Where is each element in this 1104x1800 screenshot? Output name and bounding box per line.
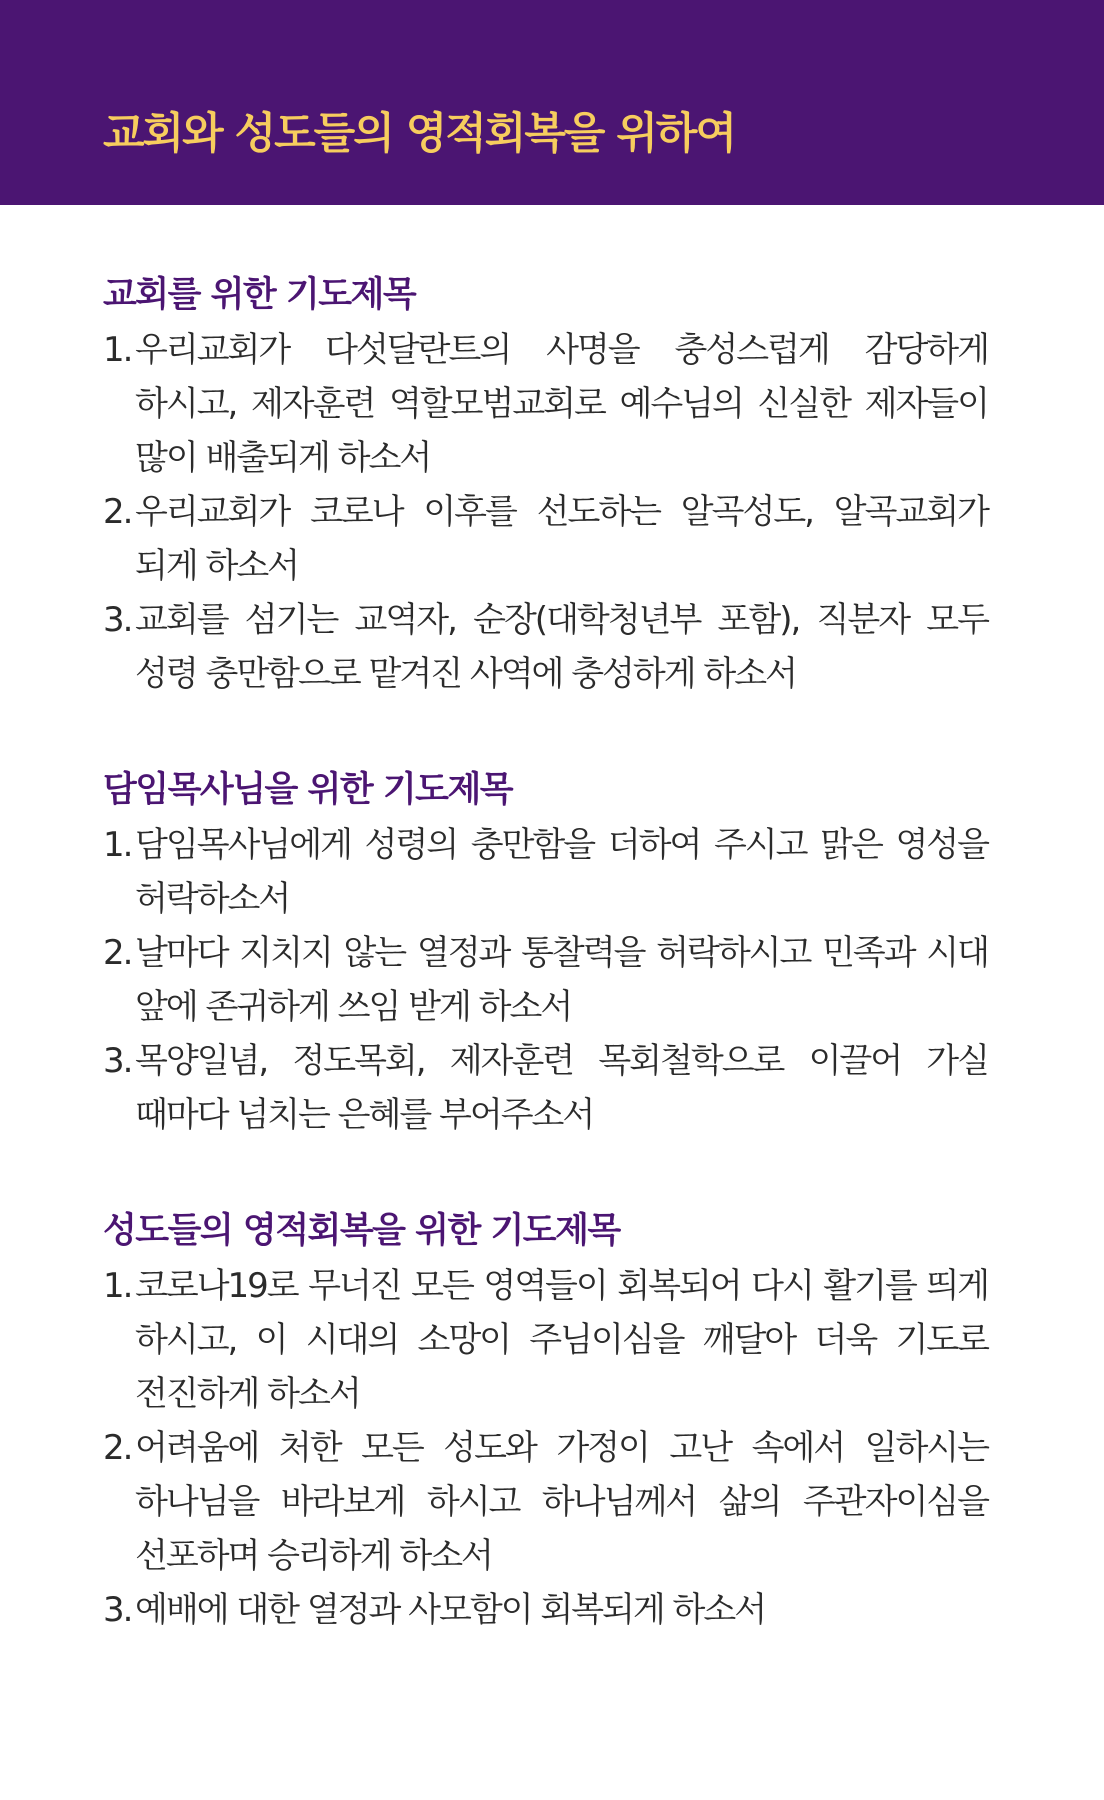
item-text: 날마다 지치지 않는 열정과 통찰력을 허락하시고 민족과 시대 앞에 존귀하게 쓰임 받게 하소서 bbox=[135, 933, 988, 1027]
page-title: 교회와 성도들의 영적회복을 위하여 bbox=[103, 109, 735, 159]
item-text: 우리교회가 다섯달란트의 사명을 충성스럽게 감당하게 하시고, 제자훈련 역할모범교회로 예수님의 신실한 제자들이 많이 배출되게 하소서 bbox=[135, 330, 988, 478]
item-number: 2. bbox=[103, 492, 132, 532]
list-item bbox=[103, 593, 988, 701]
list-item bbox=[103, 1259, 988, 1421]
list-item bbox=[103, 323, 988, 485]
item-number: 1. bbox=[103, 330, 132, 370]
item-text: 어려움에 처한 모든 성도와 가정이 고난 속에서 일하시는 하나님을 바라보게 하시고 하나님께서 삶의 주관자이심을 선포하며 승리하게 하소서 bbox=[135, 1428, 988, 1576]
item-number: 2. bbox=[103, 1428, 132, 1468]
item-number: 3. bbox=[103, 1041, 132, 1081]
list-item bbox=[103, 485, 988, 593]
prayer-list bbox=[103, 1259, 988, 1637]
list-item bbox=[103, 926, 988, 1034]
section-pastor-prayer bbox=[103, 765, 988, 1142]
item-number: 3. bbox=[103, 1590, 132, 1630]
item-text: 우리교회가 코로나 이후를 선도하는 알곡성도, 알곡교회가 되게 하소서 bbox=[135, 492, 988, 586]
item-text: 예배에 대한 열정과 사모함이 회복되게 하소서 bbox=[135, 1590, 766, 1630]
section-title: 교회를 위한 기도제목 bbox=[103, 275, 416, 315]
list-item bbox=[103, 1034, 988, 1142]
item-number: 2. bbox=[103, 933, 132, 973]
prayer-list bbox=[103, 323, 988, 701]
item-number: 3. bbox=[103, 600, 132, 640]
item-number: 1. bbox=[103, 1266, 132, 1306]
item-text: 교회를 섬기는 교역자, 순장(대학청년부 포함), 직분자 모두 성령 충만함으로 맡겨진 사역에 충성하게 하소서 bbox=[135, 600, 988, 694]
list-item bbox=[103, 1421, 988, 1583]
section-members-prayer bbox=[103, 1206, 988, 1637]
item-text: 담임목사님에게 성령의 충만함을 더하여 주시고 맑은 영성을 허락하소서 bbox=[135, 825, 988, 919]
list-item bbox=[103, 818, 988, 926]
list-item bbox=[103, 1583, 988, 1637]
item-text: 목양일념, 정도목회, 제자훈련 목회철학으로 이끌어 가실 때마다 넘치는 은혜를 부어주소서 bbox=[135, 1041, 988, 1135]
page-header bbox=[0, 0, 1104, 205]
section-title: 성도들의 영적회복을 위한 기도제목 bbox=[103, 1211, 620, 1251]
prayer-list bbox=[103, 818, 988, 1142]
item-number: 1. bbox=[103, 825, 132, 865]
item-text: 코로나19로 무너진 모든 영역들이 회복되어 다시 활기를 띄게 하시고, 이 시대의 소망이 주님이심을 깨달아 더욱 기도로 전진하게 하소서 bbox=[135, 1266, 988, 1414]
section-title: 담임목사님을 위한 기도제목 bbox=[103, 770, 513, 810]
section-church-prayer bbox=[103, 270, 988, 701]
